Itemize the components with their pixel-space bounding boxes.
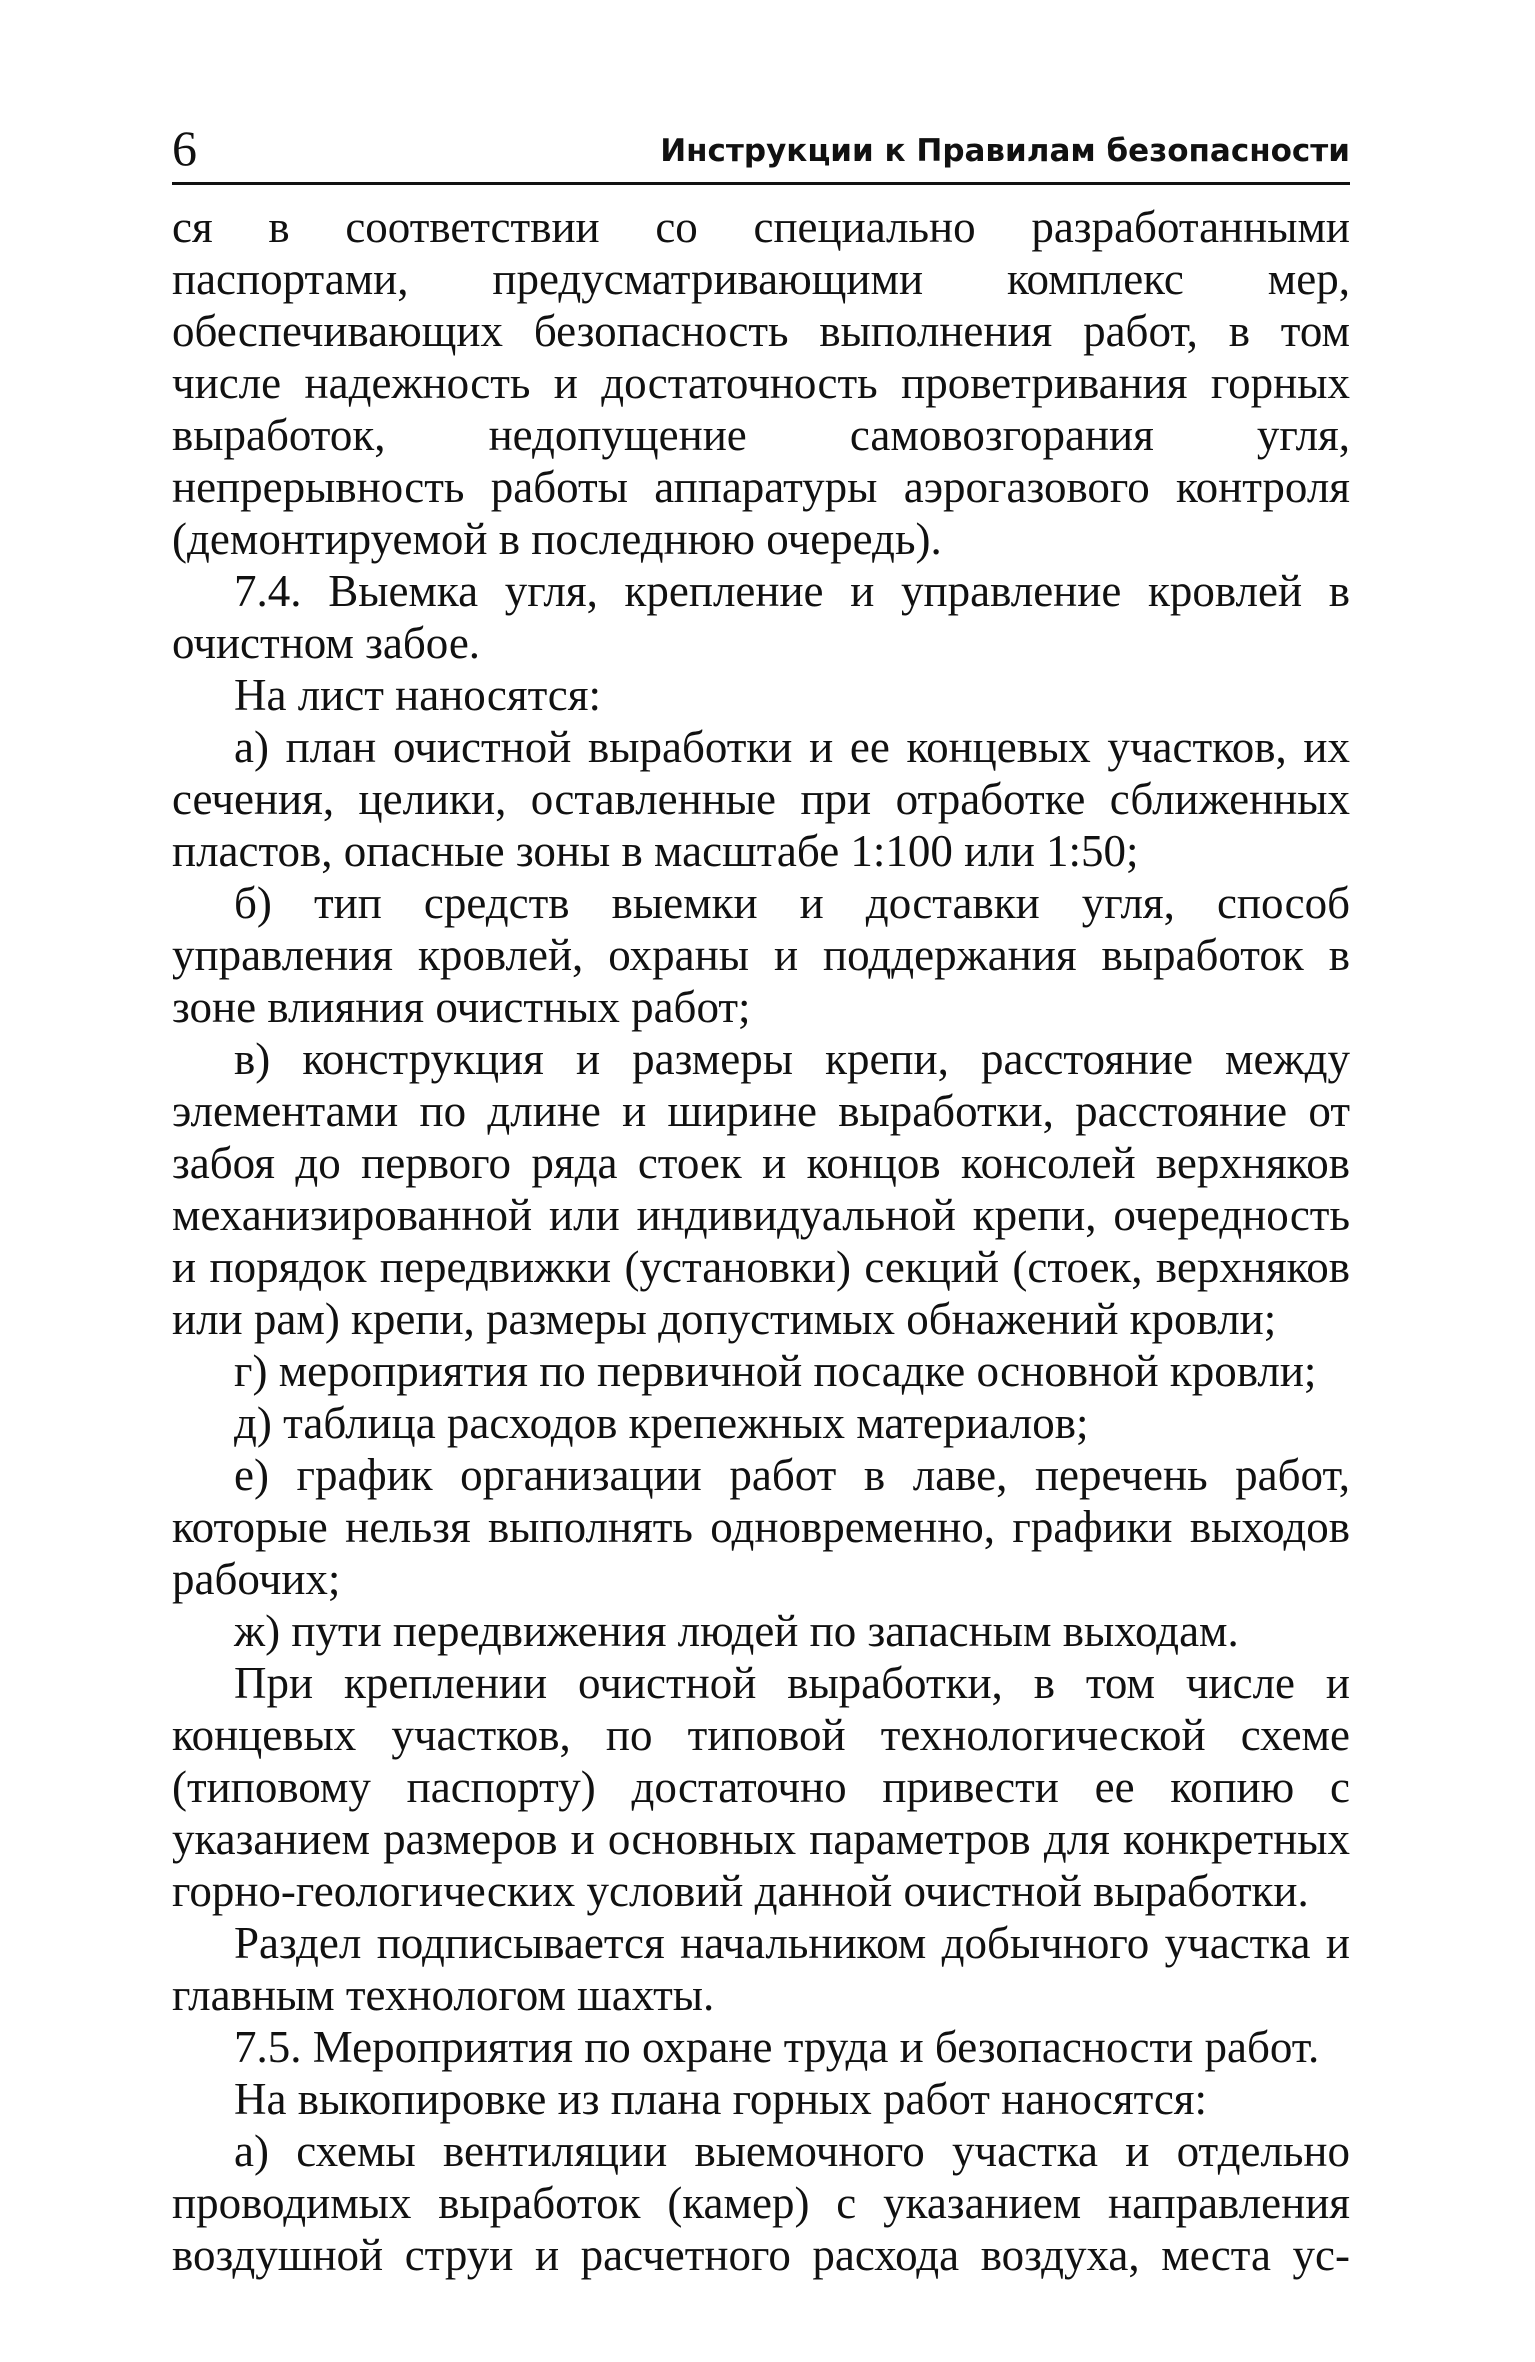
section-7-4-heading: 7.4. Выемка угля, крепление и управление кровлей в очистном забое. xyxy=(172,566,1350,668)
list-item-e: е) график организации работ в лаве, перечень работ, которые нельзя выполнять одновременно, графики выходов рабочих; xyxy=(172,1450,1350,1604)
body-text xyxy=(172,201,1350,2281)
page-number: 6 xyxy=(172,120,197,176)
list-item-d: д) таблица расходов крепежных материалов; xyxy=(234,1398,1089,1448)
paragraph-plan-items-intro: На выкопировке из плана горных работ наносятся: xyxy=(234,2074,1207,2124)
paragraph-signature: Раздел подписывается начальником добычного участка и главным технологом шахты. xyxy=(172,1918,1350,2020)
list-item-v: в) конструкция и размеры крепи, расстояние между элементами по длине и ширине выработки, расстояние от забоя до первого ряда стоек и концов консолей верхняков механизированной или индивидуальной крепи, очередность и порядок передвижки (установки) секций (стоек, верхняков или рам) крепи, размеры допустимых обнажений кровли; xyxy=(172,1034,1350,1344)
list-item-g: г) мероприятия по первичной посадке основной кровли; xyxy=(234,1346,1317,1396)
section-7-5-heading: 7.5. Мероприятия по охране труда и безопасности работ. xyxy=(234,2022,1320,2072)
list-item-a-ventilation: а) схемы вентиляции выемочного участка и отдельно проводимых выработок (камер) с указанием направления воздушной струи и расчетного расхода воздуха, места ус- xyxy=(172,2126,1350,2280)
document-page xyxy=(172,120,1350,2281)
list-item-zh: ж) пути передвижения людей по запасным выходам. xyxy=(234,1606,1239,1656)
paragraph-continuation: ся в соответствии со специально разработанными паспортами, предусматривающими комплекс мер, обеспечивающих безопасность выполнения работ, в том числе надежность и достаточность проветривания горных выработок, недопущение самовозгорания угля, непрерывность работы аппаратуры аэрогазового контроля (демонтируемой в последнюю очередь). xyxy=(172,202,1350,564)
running-title: Инструкции к Правилам безопасности xyxy=(660,133,1350,169)
list-item-b: б) тип средств выемки и доставки угля, способ управления кровлей, охраны и поддержания выработок в зоне влияния очистных работ; xyxy=(172,878,1350,1032)
paragraph-sheet-items-intro: На лист наносятся: xyxy=(234,670,601,720)
list-item-a: а) план очистной выработки и ее концевых участков, их сечения, целики, оставленные при отработке сближенных пластов, опасные зоны в масштабе 1:100 или 1:50; xyxy=(172,722,1350,876)
paragraph-typical-scheme: При креплении очистной выработки, в том числе и концевых участков, по типовой технологической схеме (типовому паспорту) достаточно привести ее копию с указанием размеров и основных параметров для конкретных горно-геологических условий данной очистной выработки. xyxy=(172,1658,1350,1916)
page-header xyxy=(172,120,1350,185)
